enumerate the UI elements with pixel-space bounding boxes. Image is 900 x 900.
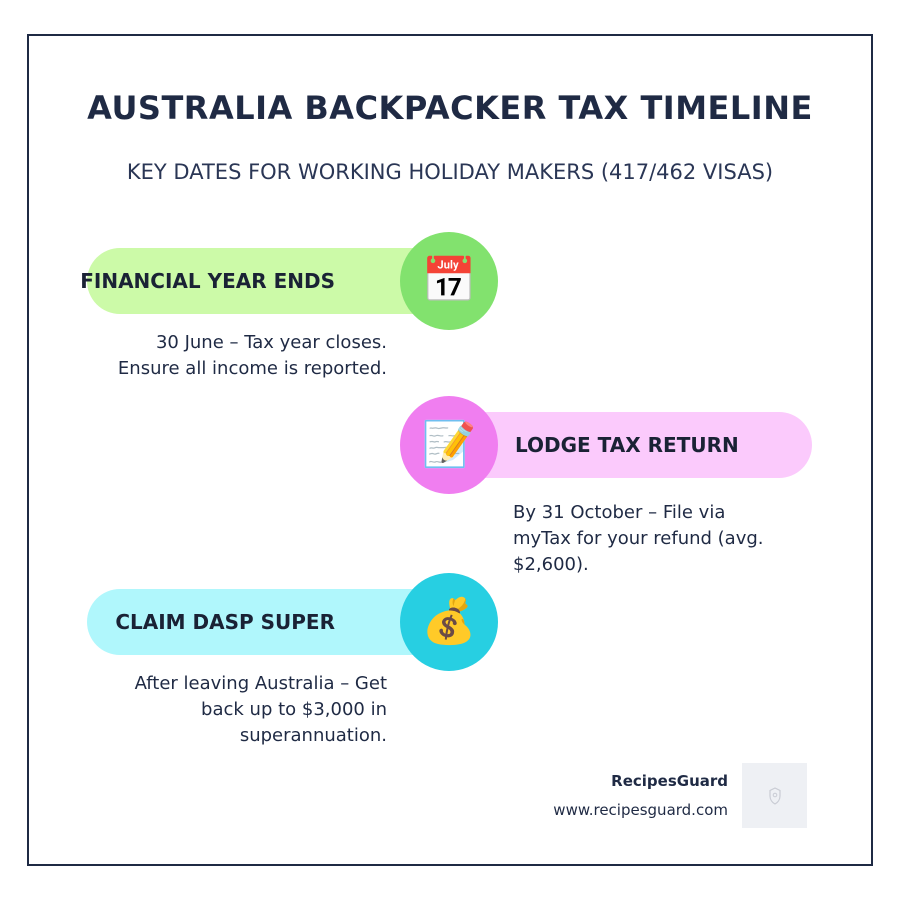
brand-name: RecipesGuard [611,772,728,790]
desc-line: myTax for your refund (avg. [513,528,764,549]
desc-line: superannuation. [239,725,387,746]
desc-line: back up to $3,000 in [201,699,387,720]
desc-line: After leaving Australia – Get [134,673,387,694]
recipesguard-logo-icon [768,787,782,805]
desc-line: 30 June – Tax year closes. [155,332,387,353]
desc-line: By 31 October – File via [513,502,726,523]
timeline-circle-claim-dasp [400,573,498,671]
desc-line: Ensure all income is reported. [117,358,387,379]
timeline-label-financial-year: FINANCIAL YEAR ENDS [80,269,335,293]
timeline-desc-lodge-tax [513,500,764,578]
calendar-icon: 📅 [421,255,477,306]
money-bag-icon: 💰 [421,596,477,647]
timeline-circle-financial-year [400,232,498,330]
desc-line: $2,600). [513,554,589,575]
timeline-pill-claim-dasp [87,589,447,655]
timeline-desc-claim-dasp [135,671,387,749]
memo-icon: 📝 [421,419,477,470]
timeline-pill-financial-year [80,248,447,314]
brand-url[interactable]: www.recipesguard.com [553,801,728,819]
timeline-label-claim-dasp: CLAIM DASP SUPER [115,610,335,634]
page-title: AUSTRALIA BACKPACKER TAX TIMELINE [87,89,813,127]
page-subtitle: KEY DATES FOR WORKING HOLIDAY MAKERS (417/462 VISAS) [126,160,774,184]
brand-logo [742,763,807,828]
timeline-label-lodge-tax: LODGE TAX RETURN [515,433,739,457]
timeline-desc-financial-year [118,330,387,382]
timeline-circle-lodge-tax [400,396,498,494]
